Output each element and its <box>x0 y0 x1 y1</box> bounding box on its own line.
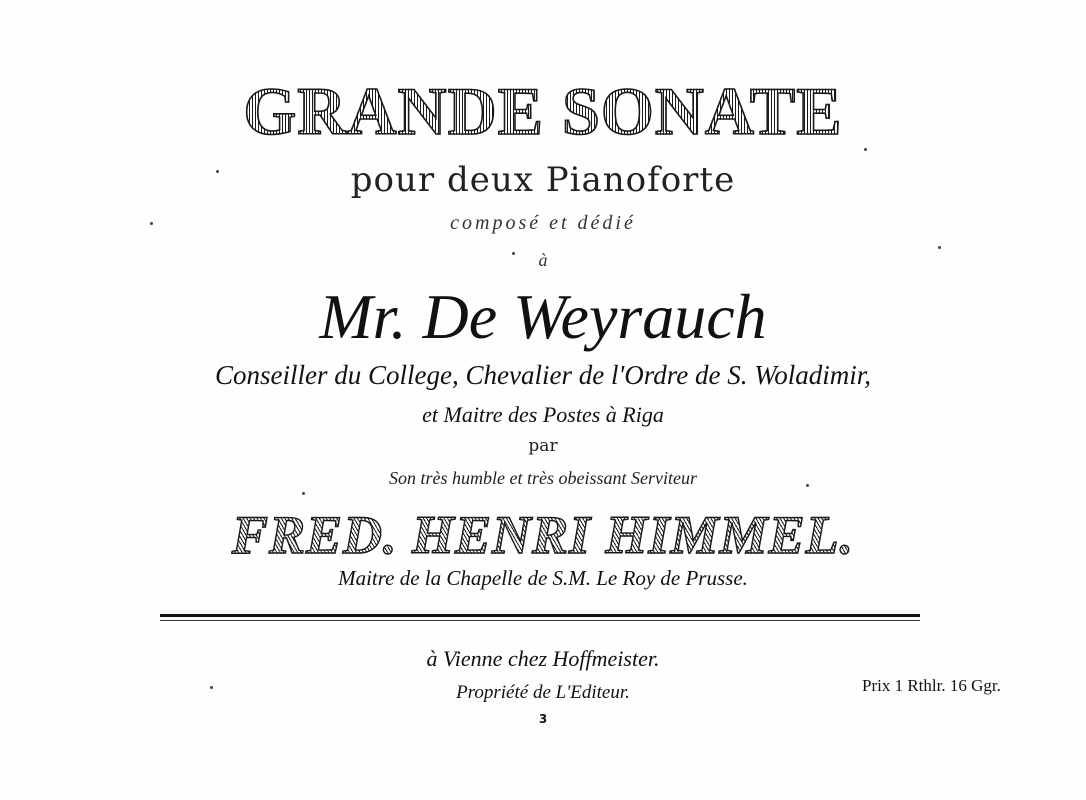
paper-speck <box>864 148 867 151</box>
divider-rule-thick <box>160 614 920 617</box>
property-line: Propriété de L'Editeur. <box>456 682 630 703</box>
divider-rule-thin <box>160 620 920 621</box>
dedicatee-titles-line-1: Conseiller du College, Chevalier de l'Ordre de S. Woladimir, <box>215 360 871 390</box>
by-preposition: par <box>528 436 558 456</box>
paper-speck <box>806 484 809 487</box>
price-label: Prix 1 Rthlr. 16 Ggr. <box>862 676 1001 695</box>
paper-speck <box>512 252 515 255</box>
paper-speck <box>302 492 305 495</box>
dedicatee-name: Mr. De Weyrauch <box>319 281 767 352</box>
dedicatee-titles-line-2: et Maitre des Postes à Riga <box>422 402 664 427</box>
paper-speck <box>216 170 219 173</box>
paper-speck <box>150 222 153 225</box>
publisher-line: à Vienne chez Hoffmeister. <box>426 646 660 671</box>
composer-position: Maitre de la Chapelle de S.M. Le Roy de Prusse. <box>338 566 748 590</box>
instrumentation-subtitle: pour deux Pianoforte <box>350 160 736 200</box>
composer-name: FRED. HENRI HIMMEL. <box>0 504 1086 566</box>
humble-servant-line: Son très humble et très obeissant Serviteur <box>389 468 697 488</box>
composed-dedicated-line: composé et dédié <box>450 212 636 234</box>
dedication-preposition: à <box>538 250 548 270</box>
paper-speck <box>938 246 941 249</box>
plate-number: 3 <box>538 712 548 726</box>
paper-speck <box>210 686 213 689</box>
sonata-title: GRANDE SONATE <box>0 72 1086 151</box>
